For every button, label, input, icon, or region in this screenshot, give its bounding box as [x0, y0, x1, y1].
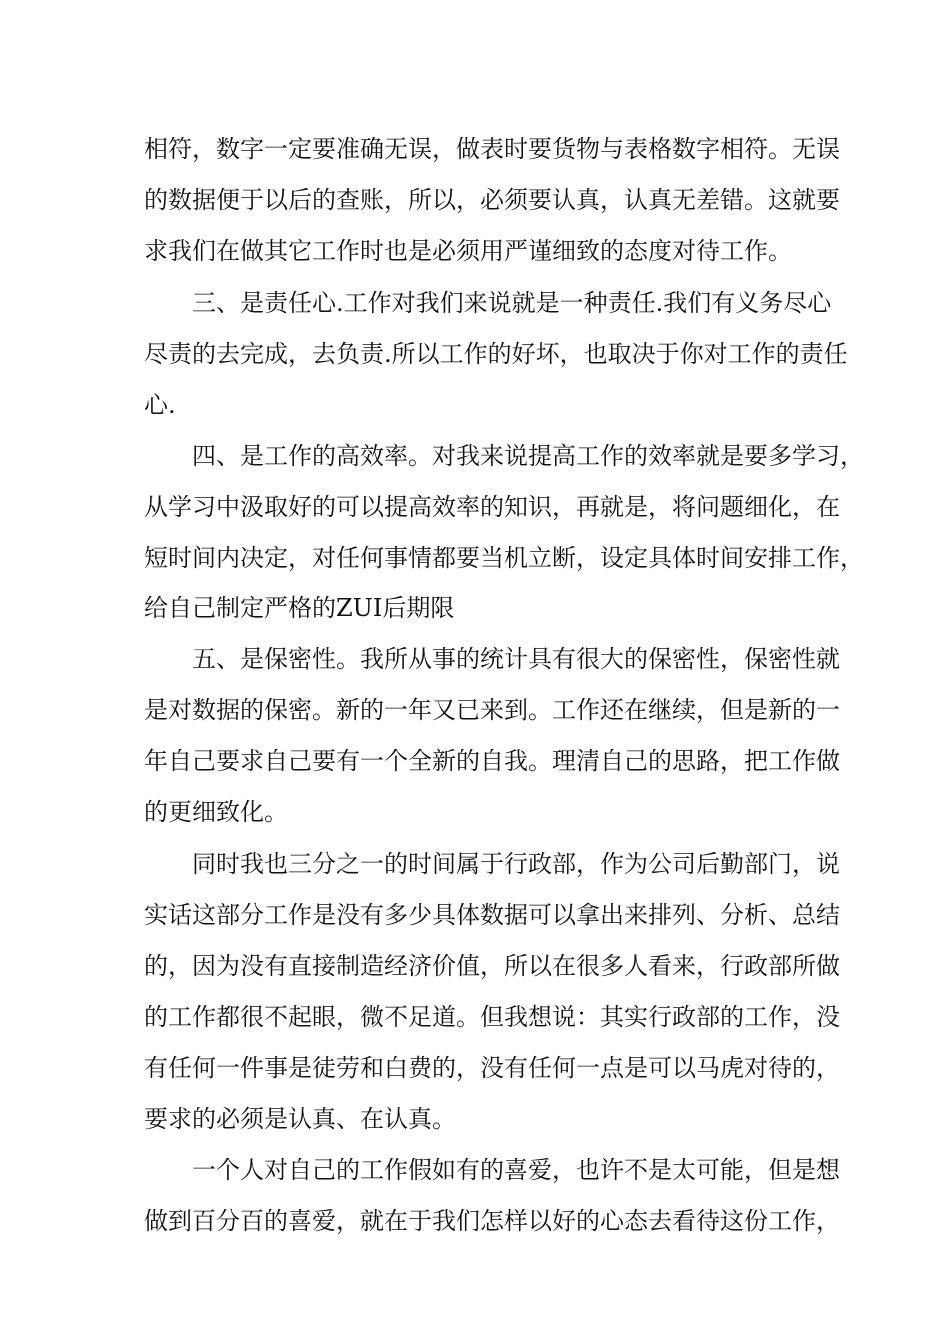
text-line: 有任何一件事是徒劳和白费的，没有任何一点是可以马虎对待的， — [144, 1054, 840, 1082]
text-line: 的工作都很不起眼，微不足道。但我想说：其实行政部的工作，没 — [144, 1003, 840, 1031]
paragraph-first-line: 同时我也三分之一的时间属于行政部，作为公司后勤部门，说 — [192, 850, 840, 878]
paragraph-first-line: 四、是工作的高效率。对我来说提高工作的效率就是要多学习， — [192, 442, 864, 470]
text-line: 心. — [144, 391, 176, 419]
text-line: 给自己制定严格的ZUI后期限 — [144, 594, 455, 622]
text-line: 的，因为没有直接制造经济价值，所以在很多人看来，行政部所做 — [144, 952, 840, 980]
text-line: 短时间内决定，对任何事情都要当机立断，设定具体时间安排工作， — [144, 544, 864, 572]
text-line: 年自己要求自己要有一个全新的自我。理清自己的思路，把工作做 — [144, 747, 840, 775]
paragraph-first-line: 五、是保密性。我所从事的统计具有很大的保密性，保密性就 — [192, 645, 840, 673]
text-line: 求我们在做其它工作时也是必须用严谨细致的态度对待工作。 — [144, 237, 792, 265]
paragraph-first-line: 一个人对自己的工作假如有的喜爱，也许不是太可能，但是想 — [192, 1156, 840, 1184]
text-line: 做到百分百的喜爱，就在于我们怎样以好的心态去看待这份工作， — [144, 1207, 840, 1235]
text-line: 要求的必须是认真、在认真。 — [144, 1105, 456, 1133]
text-line: 的数据便于以后的查账，所以，必须要认真，认真无差错。这就要 — [144, 186, 840, 214]
text-line: 实话这部分工作是没有多少具体数据可以拿出来排列、分析、总结 — [144, 901, 840, 929]
text-line: 尽责的去完成，去负责.所以工作的好坏，也取决于你对工作的责任 — [144, 340, 848, 368]
text-line: 相符，数字一定要准确无误，做表时要货物与表格数字相符。无误 — [144, 135, 840, 163]
text-line: 从学习中汲取好的可以提高效率的知识，再就是，将问题细化，在 — [144, 493, 840, 521]
paragraph-first-line: 三、是责任心.工作对我们来说就是一种责任.我们有义务尽心 — [192, 289, 832, 317]
text-line: 的更细致化。 — [144, 798, 288, 826]
text-line: 是对数据的保密。新的一年又已来到。工作还在继续，但是新的一 — [144, 696, 840, 724]
